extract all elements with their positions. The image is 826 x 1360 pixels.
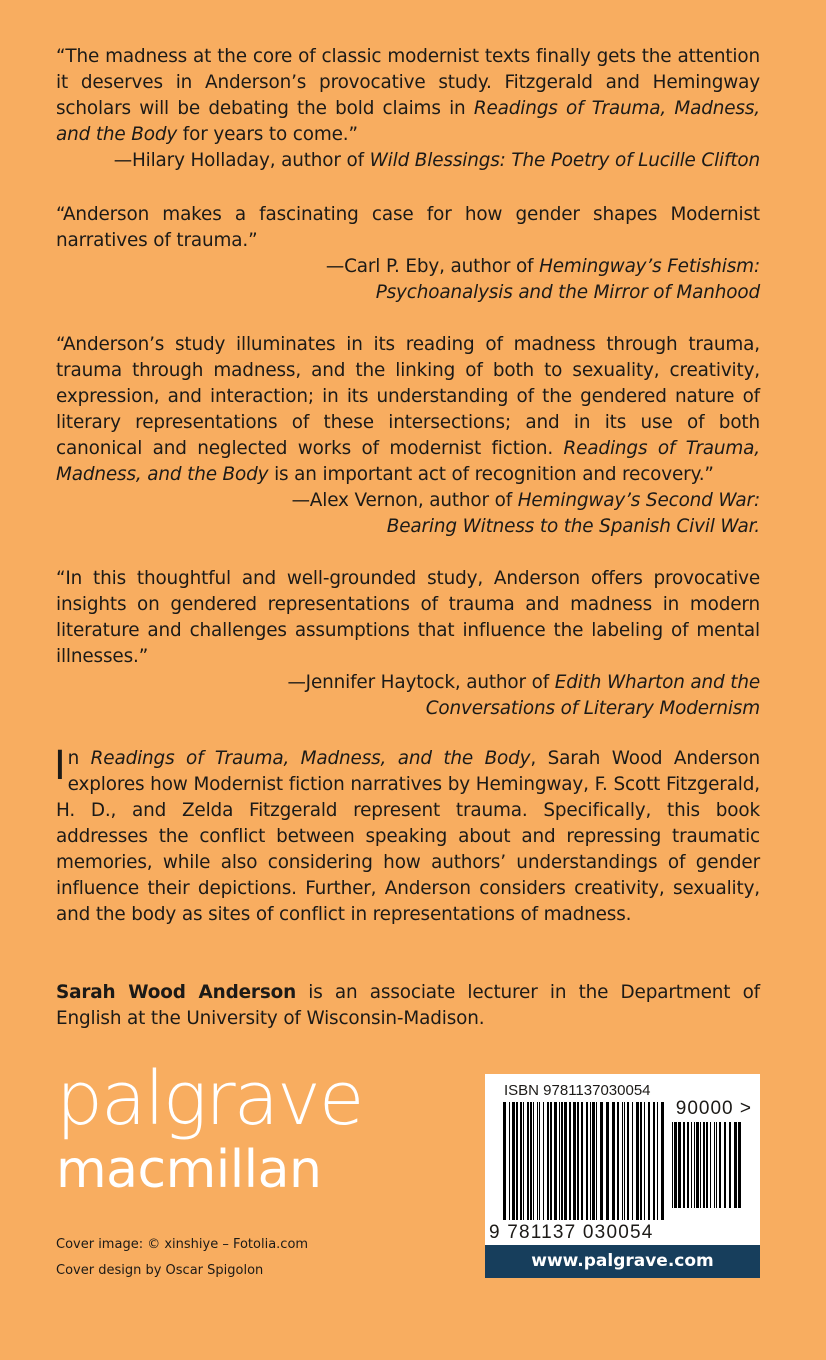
- ean-barcode-bars: [503, 1102, 665, 1220]
- addon-barcode-bars: [672, 1122, 744, 1208]
- quote-text: “The madness at the core of classic modernist texts finally gets the attention it deserves in Anderson’s provocative study. Fitzgerald and Hemingway scholars will be debating the bold claims in Readings of Trauma, Madness, and the Body for years to come.”: [56, 46, 760, 145]
- cover-image-credit: Cover image: © xinshiye – Fotolia.com: [56, 1237, 309, 1252]
- author-bio: Sarah Wood Anderson is an associate lecturer in the Department of English at the University of Wisconsin-Madison.: [56, 982, 760, 1029]
- quote-1: [56, 44, 760, 174]
- quote-4: [56, 566, 760, 722]
- drop-cap: I: [54, 743, 66, 789]
- quote-attribution-line2: Bearing Witness to the Spanish Civil War.: [386, 516, 760, 537]
- barcode-digits: 9 781137 030054: [489, 1222, 654, 1243]
- quote-text: “Anderson’s study illuminates in its reading of madness through trauma, trauma through madness, and the linking of both to sexuality, creativity, expression, and interaction; in its understanding of the gendered nature of literary representations of these intersections; and in its use of both canonical and neglected works of modernist fiction. Readings of Trauma, Madness, and the Body is an important act of recognition and recovery.”: [56, 334, 760, 485]
- author-name: Sarah Wood Anderson: [56, 982, 297, 1003]
- book-description: In Readings of Trauma, Madness, and the Body, Sarah Wood Anderson explores how Modernist fiction narratives by Hemingway, F. Scott Fitzgerald, H. D., and Zelda Fitzgerald represent trauma. Specifically, this book addresses the conflict between speaking about and repressing traumatic memories, while also considering how authors’ understandings of gender influence their depictions. Further, Anderson considers creativity, sexuality, and the body as sites of conflict in representations of madness.: [54, 743, 761, 925]
- quote-attribution: —Jennifer Haytock, author of Edith Wharton and the: [287, 672, 760, 693]
- quote-text: “Anderson makes a fascinating case for how gender shapes Modernist narratives of trauma.”: [56, 204, 760, 251]
- quote-3: [56, 332, 760, 540]
- publisher-url: www.palgrave.com: [485, 1245, 760, 1278]
- quote-attribution: —Alex Vernon, author of Hemingway’s Second War:: [291, 490, 760, 511]
- quote-attribution-line2: Conversations of Literary Modernism: [425, 698, 760, 719]
- isbn-barcode: [485, 1074, 760, 1278]
- cover-credits: [56, 1232, 308, 1284]
- quote-attribution: —Carl P. Eby, author of Hemingway’s Fetishism:: [325, 256, 760, 277]
- cover-design-credit: Cover design by Oscar Spigolon: [56, 1263, 264, 1278]
- quote-2: [56, 202, 760, 306]
- isbn-label: ISBN 9781137030054: [504, 1082, 651, 1099]
- quote-attribution-line2: Psychoanalysis and the Mirror of Manhood: [375, 282, 760, 303]
- price-code: 90000 >: [675, 1098, 752, 1119]
- quote-attribution: —Hilary Holladay, author of Wild Blessings: The Poetry of Lucille Clifton: [113, 150, 760, 171]
- publisher-logo: palgrave macmillan: [56, 1056, 363, 1200]
- quote-text: “In this thoughtful and well-grounded study, Anderson offers provocative insights on gendered representations of trauma and madness in modern literature and challenges assumptions that influence the labeling of mental illnesses.”: [56, 568, 760, 667]
